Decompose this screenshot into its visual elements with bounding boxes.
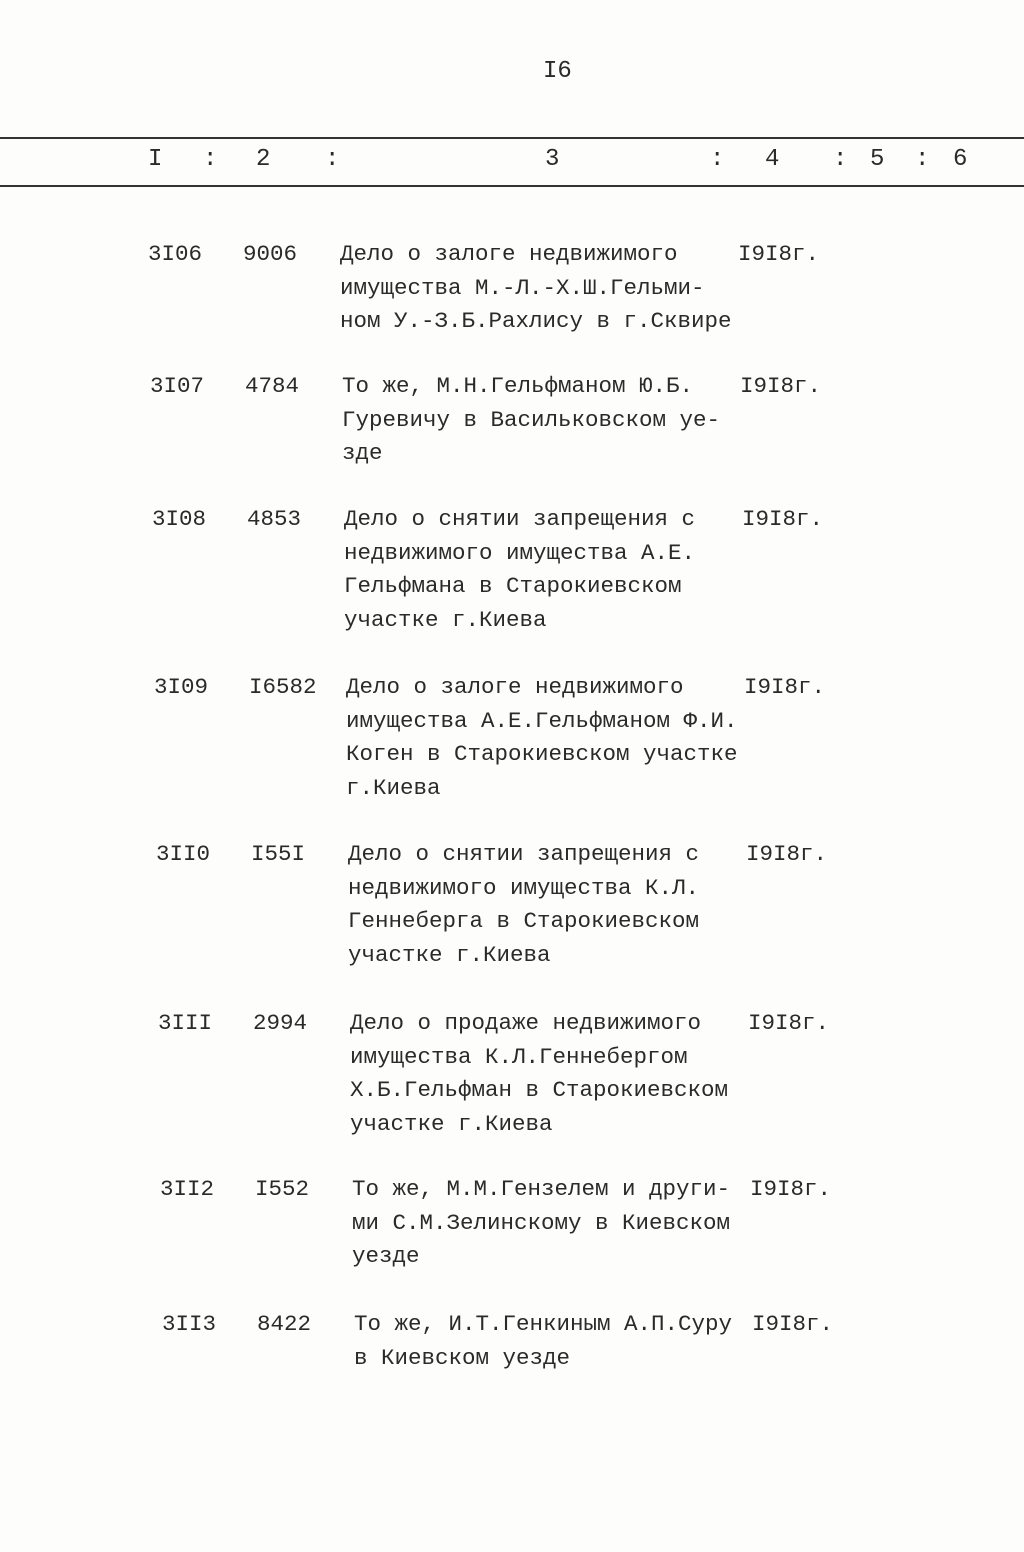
file-year: I9I8г. — [740, 373, 822, 399]
header-bottom-rule — [0, 185, 1024, 187]
header-separator: : — [325, 146, 340, 173]
file-description — [340, 238, 740, 339]
item-number: 3I08 — [152, 506, 207, 532]
old-file-number: 4784 — [245, 373, 300, 399]
old-file-number: 4853 — [247, 506, 302, 532]
file-description — [346, 671, 746, 805]
description-line: То же, М.М.Гензелем и други- — [352, 1176, 731, 1202]
description-line: Гуревичу в Васильковском уе- — [342, 406, 721, 433]
description-line: участке г.Киева — [348, 941, 551, 968]
description-line: Х.Б.Гельфман в Старокиевском — [350, 1077, 729, 1103]
item-number: 3II3 — [162, 1311, 217, 1337]
page-number: I6 — [543, 58, 572, 85]
description-line: г.Киева — [346, 774, 441, 801]
description-line: имущества М.-Л.-Х.Ш.Гельми- — [340, 274, 705, 301]
header-separator: : — [915, 146, 930, 173]
old-file-number: 9006 — [243, 241, 298, 267]
file-description — [342, 370, 742, 471]
file-year: I9I8г. — [742, 506, 824, 532]
description-line: Дело о снятии запрещения с — [344, 506, 696, 532]
file-description — [354, 1308, 754, 1375]
file-year: I9I8г. — [744, 674, 826, 700]
old-file-number: I55I — [251, 841, 306, 867]
description-line: ном У.-З.Б.Рахлису в г.Сквире — [340, 308, 732, 334]
item-number: 3II2 — [160, 1176, 215, 1202]
file-year: I9I8г. — [752, 1311, 834, 1337]
file-year: I9I8г. — [746, 841, 828, 867]
description-line: То же, И.Т.Генкиным А.П.Суру — [354, 1311, 733, 1337]
item-number: 3I09 — [154, 674, 209, 700]
header-top-rule — [0, 137, 1024, 139]
header-separator: : — [710, 146, 725, 173]
item-number: 3III — [158, 1010, 213, 1036]
header-separator: : — [203, 146, 218, 173]
description-line: ми С.М.Зелинскому в Киевском — [352, 1209, 731, 1236]
header-column-number: 2 — [256, 146, 271, 173]
header-column-number: I — [148, 146, 163, 173]
description-line: То же, М.Н.Гельфманом Ю.Б. — [342, 373, 694, 399]
description-line: Дело о залоге недвижимого — [346, 674, 684, 700]
description-line: зде — [342, 440, 383, 466]
description-line: Дело о продаже недвижимого — [350, 1010, 702, 1036]
description-line: Коген в Старокиевском участке — [346, 741, 738, 767]
file-description — [350, 1007, 750, 1141]
file-year: I9I8г. — [738, 241, 820, 267]
file-description — [352, 1173, 752, 1274]
old-file-number: I6582 — [249, 674, 317, 700]
description-line: Геннеберга в Старокиевском — [348, 908, 700, 934]
description-line: имущества К.Л.Геннебергом — [350, 1043, 688, 1070]
description-line: участке г.Киева — [344, 606, 547, 633]
old-file-number: 8422 — [257, 1311, 312, 1337]
header-column-number: 3 — [545, 146, 560, 173]
header-column-number: 6 — [953, 146, 968, 173]
file-year: I9I8г. — [748, 1010, 830, 1036]
item-number: 3I07 — [150, 373, 205, 399]
file-description — [348, 838, 748, 972]
description-line: в Киевском уезде — [354, 1344, 571, 1371]
file-description — [344, 503, 744, 637]
description-line: уезде — [352, 1243, 420, 1269]
file-year: I9I8г. — [750, 1176, 832, 1202]
description-line: Гельфмана в Старокиевском — [344, 573, 682, 599]
old-file-number: I552 — [255, 1176, 310, 1202]
description-line: Дело о залоге недвижимого — [340, 241, 678, 267]
description-line: Дело о снятии запрещения с — [348, 841, 700, 867]
item-number: 3I06 — [148, 241, 203, 267]
old-file-number: 2994 — [253, 1010, 308, 1036]
description-line: участке г.Киева — [350, 1110, 553, 1137]
item-number: 3II0 — [156, 841, 211, 867]
description-line: недвижимого имущества К.Л. — [348, 874, 700, 901]
header-column-number: 5 — [870, 146, 885, 173]
header-separator: : — [833, 146, 848, 173]
description-line: недвижимого имущества А.Е. — [344, 539, 696, 566]
description-line: имущества А.Е.Гельфманом Ф.И. — [346, 707, 738, 734]
header-column-number: 4 — [765, 146, 780, 173]
